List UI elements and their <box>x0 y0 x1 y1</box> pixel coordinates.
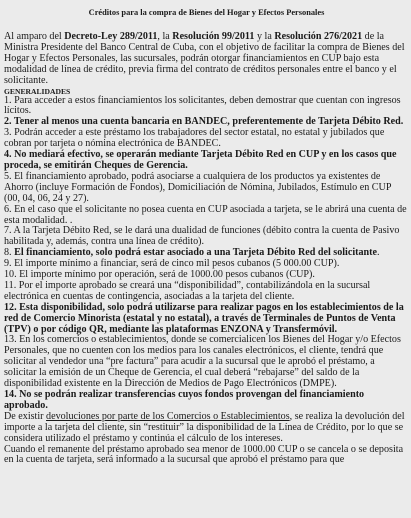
section-heading: GENERALIDADES <box>4 86 71 96</box>
list-item: 11. Por el importe aprobado se creará una “disponibilidad”, contabilizándola en la sucursal electrónica en cuentas de contingencia, asociadas a la tarjeta del cliente. <box>4 279 371 302</box>
document-body <box>4 32 409 466</box>
list-item: 1. Para acceder a estos financiamientos los solicitantes, deben demostrar que cuentan con ingresos lícitos. <box>4 94 401 117</box>
decree-ref: Decreto-Ley 289/2011 <box>64 31 158 42</box>
intro-text: de la Ministra Presidente del Banco Central de Cuba, con el objetivo de facilitar la compra de Bienes del Hogar y Efectos Personales, las sucursales, podrán otorgar financiamientos en CUP bajo esta modalidad de línea de crédito, previa firma del contrato de créditos personales entre el banco y el solicitante. <box>4 31 405 86</box>
list-text: . <box>377 247 380 259</box>
list-item: 5. El financiamiento aprobado, podrá asociarse a cualquiera de los productos ya existentes de Ahorro (incluye Formación de Fondos), Domiciliación de Nómina, Jubilados, Estímulo en CUP (00, 04, 06, 24 y 27). <box>4 170 392 204</box>
resolution-ref: Resolución 99/2011 <box>172 31 255 42</box>
list-text-bold: El financiamiento, solo podrá estar asociado a una Tarjeta Débito Red del solicitante <box>14 247 378 259</box>
list-number: 8. <box>4 247 15 259</box>
list-item: 4. No mediará efectivo, se operarán mediante Tarjeta Débito Red en CUP y en los casos que proceda, se emitirán Cheques de Gerencia. <box>4 149 397 171</box>
intro-paragraph <box>4 32 409 87</box>
list-item: 9. El importe mínimo a financiar, será de cinco mil pesos cubanos (5 000.00 CUP). <box>4 258 340 270</box>
closing-paragraph <box>4 412 409 445</box>
list-item: 2. Tener al menos una cuenta bancaria en BANDEC, preferentemente de Tarjeta Débito Red. <box>4 116 404 128</box>
closing-text: De existir <box>4 410 47 422</box>
intro-text: , la <box>157 31 173 42</box>
intro-text: Al amparo del <box>4 31 65 42</box>
list-item: 3. Podrán acceder a este préstamo los trabajadores del sector estatal, no estatal y jubilados que cobran por tarjeta o nómina electrónica de BANDEC. <box>4 127 385 150</box>
list-item: 14. No se podrán realizar transferencias cuyos fondos provengan del financiamiento aprobado. <box>4 389 365 411</box>
closing-text: , se realiza la devolución del importe a la tarjeta del cliente, sin “restituir” la disponibilidad de la Línea de Crédito, por lo que se considera utilizado el préstamo y continúa el cálculo de los intereses. <box>4 410 405 444</box>
list-item: 13. En los comercios o establecimientos, donde se comercialicen los Bienes del Hogar y/o Efectos Personales, que no cuenten con los medios para los canales electrónicos, el cliente, tendrá que solicitar al vendedor una “pre factura” para acudir a la sucursal que le aprobó el préstamo, a solicitar la emisión de un Cheque de Gerencia, el cual deberá “rebajarse” del saldo de la disponibilidad existente en la Dirección de Medios de Pago Electrónicos (DMPE). <box>4 334 401 390</box>
list-item: 6. En el caso que el solicitante no posea cuenta en CUP asociada a tarjeta, se le abrirá una cuenta de esta modalidad. . <box>4 203 407 226</box>
intro-text: y la <box>254 31 275 42</box>
list-item: 10. El importe mínimo por operación, será de 1000.00 pesos cubanos (CUP). <box>4 269 315 281</box>
document-title: Créditos para la compra de Bienes del Hogar y Efectos Personales <box>88 8 325 17</box>
list-item: 12. Esta disponibilidad, solo podrá utilizarse para realizar pagos en los establecimientos de la red de Comercio Minorista (estatal y no estatal), a través de Terminales de Puntos de Venta (TPV) o por código QR, mediante las plataformas ENZONA y Transfermóvil. <box>4 301 404 335</box>
closing-paragraph: Cuando el remanente del préstamo aprobado sea menor de 1000.00 CUP o se cancela o se deposita en la cuenta de tarjeta, será informado a la sucursal que aprobó el préstamo para que <box>4 443 404 466</box>
closing-underlined: devoluciones por parte de los Comercios o Establecimientos <box>46 410 290 422</box>
resolution-ref: Resolución 276/2021 <box>274 31 363 42</box>
list-item: 7. A la Tarjeta Débito Red, se le dará una dualidad de funciones (débito contra la cuenta de Pasivo habilitada y, además, contra una línea de crédito). <box>4 225 400 248</box>
